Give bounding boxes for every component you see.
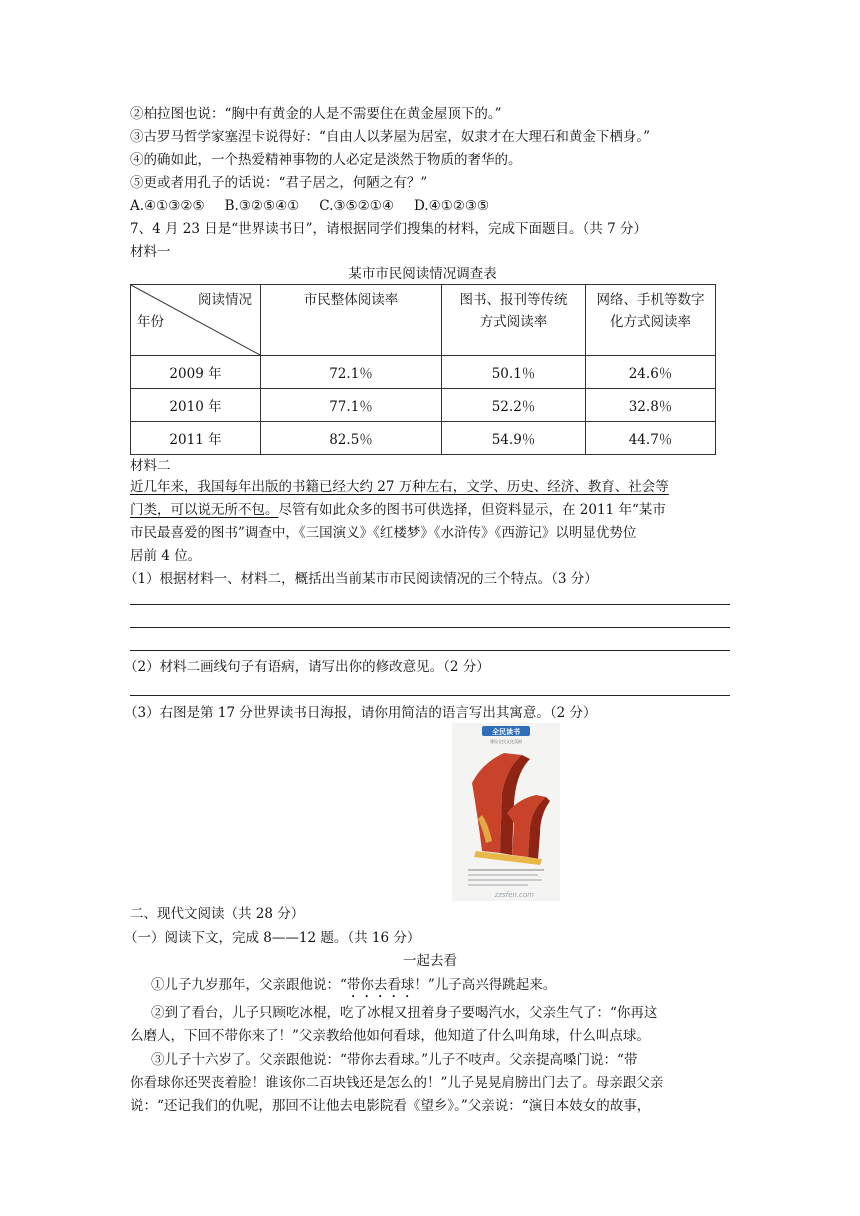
table-row <box>131 422 716 455</box>
paragraph-3-line-2: 你看球你还哭丧着脸！谁该你二百块钱还是怎么的！”儿子晃晃肩膀出门去了。母亲跟父亲 <box>130 1075 664 1091</box>
corner-label-reading: 阅读情况 <box>198 292 252 308</box>
option-d: D.④①②③⑤ <box>413 198 490 214</box>
poster-watermark: zzsfen.com <box>494 891 534 899</box>
article-title: 一起去看 <box>403 953 457 969</box>
table-row <box>131 356 716 389</box>
paragraph-1: ①儿子九岁那年，父亲跟他说：“带你去看球！”儿子高兴得跳起来。 <box>151 977 557 993</box>
paragraph-2-line-2: 么磨人，下回不带你来了！”父亲教给他如何看球，他知道了什么叫角球，什么叫点球。 <box>130 1028 650 1044</box>
table-cell: 82.5％ <box>261 422 442 455</box>
paragraph-3-line-1: ③儿子十六岁了。父亲跟他说：“带你去看球。”儿子不吱声。父亲提高嗓门说：“带 <box>151 1052 638 1068</box>
q6-sentence-5: ⑤更或者用孔子的话说：“君子居之，何陋之有？” <box>130 175 428 191</box>
material1-label: 材料一 <box>130 244 171 260</box>
material2-line-4: 居前 4 位。 <box>130 548 202 564</box>
material2-line-1: 近几年来，我国每年出版的书籍已经大约 27 万种左右，文学、历史、经济、教育、社会等 <box>130 479 669 495</box>
answer-line[interactable] <box>130 604 730 605</box>
poster-art <box>452 723 560 901</box>
q6-options <box>130 196 489 216</box>
table-corner-cell <box>131 285 261 356</box>
sub-question-2: （2）材料二画线句子有语病，请写出你的修改意见。（2 分） <box>124 659 490 675</box>
emphasized-phrase: 带你去看球 <box>346 977 415 993</box>
option-a: A.④①③②⑤ <box>130 198 205 214</box>
table-cell: 50.1％ <box>442 356 586 389</box>
table-cell: 32.8％ <box>586 389 716 422</box>
reading-part1-instruction: （一）阅读下文，完成 8——12 题。（共 16 分） <box>124 930 421 946</box>
sub-question-3: （3）右图是第 17 分世界读书日海报，请你用简洁的语言写出其寓意。（2 分） <box>124 705 597 721</box>
section2-heading: 二、现代文阅读（共 28 分） <box>130 906 305 922</box>
material2-line-2: 门类，可以说无所不包。尽管有如此众多的图书可供选择，但资料显示，在 2011 年“某市 <box>130 502 666 518</box>
table-cell: 2010 年 <box>131 389 261 422</box>
answer-line[interactable] <box>130 695 730 696</box>
q6-sentence-4: ④的确如此，一个热爱精神事物的人必定是淡然于物质的奢华的。 <box>130 152 522 168</box>
reading-day-poster <box>452 723 560 901</box>
answer-line[interactable] <box>130 650 730 651</box>
table-header: 市民整体阅读率 <box>261 285 442 356</box>
paragraph-2-line-1: ②到了看台，儿子只顾吃冰棍，吃了冰棍又扭着身子要喝汽水，父亲生气了：“你再这 <box>151 1005 658 1021</box>
table-cell: 52.2％ <box>442 389 586 422</box>
table-cell: 2011 年 <box>131 422 261 455</box>
table-header: 图书、报刊等传统 方式阅读率 <box>442 285 586 356</box>
table-cell: 77.1％ <box>261 389 442 422</box>
option-c: C.③⑤②①④ <box>319 198 394 214</box>
option-b: B.③②⑤④① <box>224 198 300 214</box>
table-header-row <box>131 285 716 356</box>
table-cell: 24.6％ <box>586 356 716 389</box>
answer-line[interactable] <box>130 627 730 628</box>
table-cell: 44.7％ <box>586 422 716 455</box>
corner-label-year: 年份 <box>137 314 164 330</box>
table-cell: 2009 年 <box>131 356 261 389</box>
underlined-sentence-end: 门类，可以说无所不包。 <box>130 502 279 518</box>
table-header: 网络、手机等数字 化方式阅读率 <box>586 285 716 356</box>
table-row <box>131 389 716 422</box>
sub-question-1: （1）根据材料一、材料二，概括出当前某市市民阅读情况的三个特点。（3 分） <box>124 571 598 587</box>
table-cell: 72.1％ <box>261 356 442 389</box>
survey-table <box>130 284 716 455</box>
q6-sentence-2: ②柏拉图也说：“胸中有黄金的人是不需要住在黄金屋顶下的。” <box>130 106 502 122</box>
poster-subtitle: 建设全民文化氛围 <box>490 739 522 744</box>
table-cell: 54.9％ <box>442 422 586 455</box>
q7-intro: 7、4 月 23 日是“世界读书日”，请根据同学们搜集的材料，完成下面题目。（共 7 分） <box>130 221 647 237</box>
poster-title: 全民读书 <box>492 728 520 736</box>
material2-line-3: 市民最喜爱的图书”调查中，《三国演义》《红楼梦》《水浒传》《西游记》以明显优势位 <box>130 525 637 541</box>
q6-sentence-3: ③古罗马哲学家塞涅卡说得好：“自由人以茅屋为居室，奴隶才在大理石和黄金下栖身。” <box>130 129 651 145</box>
material2-label: 材料二 <box>130 458 171 474</box>
paragraph-3-line-3: 说：“还记我们的仇呢，那回不让他去电影院看《望乡》。”父亲说：“演日本妓女的故事， <box>130 1098 651 1114</box>
table-title: 某市市民阅读情况调查表 <box>348 266 497 282</box>
